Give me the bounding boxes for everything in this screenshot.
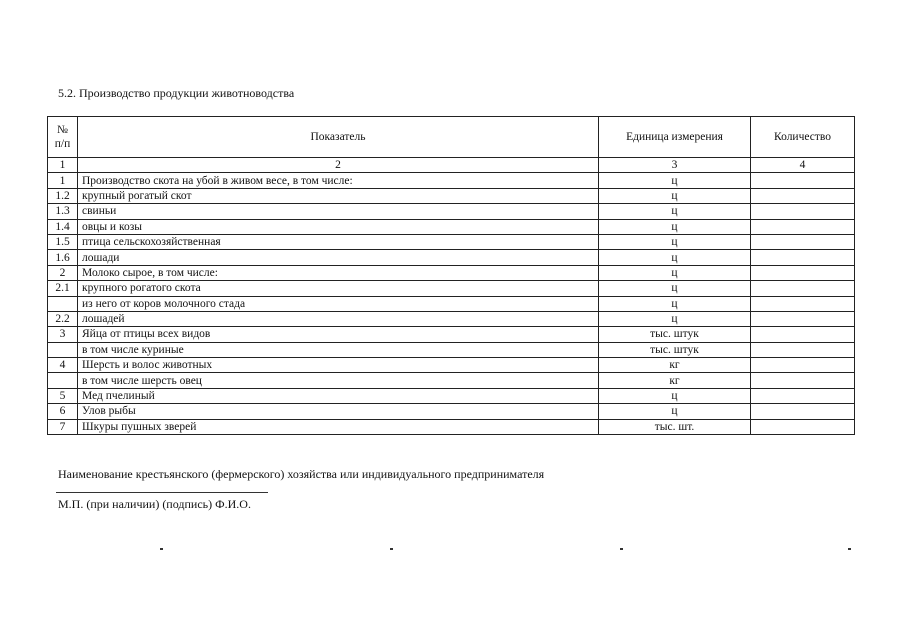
- column-number-row: [48, 158, 855, 173]
- header-indicator: Показатель: [78, 117, 599, 158]
- row-number-cell: 1.3: [48, 204, 78, 219]
- unit-cell: ц: [599, 404, 751, 419]
- unit-cell: кг: [599, 373, 751, 388]
- quantity-cell[interactable]: [751, 173, 855, 188]
- indicator-cell: из него от коров молочного стада: [78, 296, 599, 311]
- table-row: [48, 327, 855, 342]
- table-row: [48, 265, 855, 280]
- quantity-cell[interactable]: [751, 265, 855, 280]
- unit-cell: ц: [599, 311, 751, 326]
- indicator-cell: Яйца от птицы всех видов: [78, 327, 599, 342]
- unit-cell: кг: [599, 358, 751, 373]
- row-number-cell: 2.1: [48, 281, 78, 296]
- unit-cell: ц: [599, 281, 751, 296]
- section-title: 5.2. Производство продукции животноводства: [58, 86, 295, 100]
- unit-cell: ц: [599, 265, 751, 280]
- indicator-cell: овцы и козы: [78, 219, 599, 234]
- scan-mark: [160, 548, 163, 550]
- column-number: 1: [48, 158, 78, 173]
- unit-cell: тыс. штук: [599, 327, 751, 342]
- organization-name-label: Наименование крестьянского (фермерского) хозяйства или индивидуального предпринимателя: [58, 467, 545, 481]
- indicator-cell: лошади: [78, 250, 599, 265]
- table-row: [48, 311, 855, 326]
- quantity-cell[interactable]: [751, 296, 855, 311]
- scan-mark: [848, 548, 851, 550]
- row-number-cell: 6: [48, 404, 78, 419]
- table-row: [48, 173, 855, 188]
- quantity-cell[interactable]: [751, 234, 855, 249]
- quantity-cell[interactable]: [751, 250, 855, 265]
- quantity-cell[interactable]: [751, 373, 855, 388]
- table-row: [48, 234, 855, 249]
- header-quantity: Количество: [751, 117, 855, 158]
- quantity-cell[interactable]: [751, 281, 855, 296]
- unit-cell: ц: [599, 388, 751, 403]
- table-row: [48, 204, 855, 219]
- table-row: [48, 342, 855, 357]
- scan-mark: [620, 548, 623, 550]
- table-header-row: [48, 117, 855, 158]
- unit-cell: ц: [599, 219, 751, 234]
- quantity-cell[interactable]: [751, 219, 855, 234]
- indicator-cell: Шкуры пушных зверей: [78, 419, 599, 434]
- row-number-cell: [48, 373, 78, 388]
- scan-mark: [390, 548, 393, 550]
- indicator-cell: свиньи: [78, 204, 599, 219]
- table-row: [48, 419, 855, 434]
- quantity-cell[interactable]: [751, 358, 855, 373]
- row-number-cell: 1.6: [48, 250, 78, 265]
- unit-cell: тыс. штук: [599, 342, 751, 357]
- row-number-cell: 2: [48, 265, 78, 280]
- table-row: [48, 188, 855, 203]
- unit-cell: ц: [599, 204, 751, 219]
- row-number-cell: 4: [48, 358, 78, 373]
- quantity-cell[interactable]: [751, 342, 855, 357]
- unit-cell: ц: [599, 250, 751, 265]
- quantity-cell[interactable]: [751, 388, 855, 403]
- quantity-cell[interactable]: [751, 404, 855, 419]
- indicator-cell: Шерсть и волос животных: [78, 358, 599, 373]
- column-number: 4: [751, 158, 855, 173]
- indicator-cell: птица сельскохозяйственная: [78, 234, 599, 249]
- quantity-cell[interactable]: [751, 204, 855, 219]
- row-number-cell: 1: [48, 173, 78, 188]
- header-unit: Единица измерения: [599, 117, 751, 158]
- signature-line: [56, 492, 268, 493]
- table-row: [48, 358, 855, 373]
- livestock-production-table: [47, 116, 855, 435]
- table-row: [48, 388, 855, 403]
- row-number-cell: 1.2: [48, 188, 78, 203]
- row-number-cell: 1.4: [48, 219, 78, 234]
- row-number-cell: 2.2: [48, 311, 78, 326]
- indicator-cell: Производство скота на убой в живом весе, в том числе:: [78, 173, 599, 188]
- unit-cell: ц: [599, 173, 751, 188]
- table-row: [48, 373, 855, 388]
- quantity-cell[interactable]: [751, 419, 855, 434]
- row-number-cell: 3: [48, 327, 78, 342]
- indicator-cell: Улов рыбы: [78, 404, 599, 419]
- table-row: [48, 250, 855, 265]
- signature-label: М.П. (при наличии) (подпись) Ф.И.О.: [58, 497, 251, 511]
- row-number-cell: [48, 342, 78, 357]
- row-number-cell: 7: [48, 419, 78, 434]
- unit-cell: ц: [599, 234, 751, 249]
- row-number-cell: [48, 296, 78, 311]
- quantity-cell[interactable]: [751, 188, 855, 203]
- table-row: [48, 404, 855, 419]
- indicator-cell: в том числе куриные: [78, 342, 599, 357]
- unit-cell: ц: [599, 188, 751, 203]
- row-number-cell: 1.5: [48, 234, 78, 249]
- row-number-cell: 5: [48, 388, 78, 403]
- unit-cell: ц: [599, 296, 751, 311]
- indicator-cell: крупный рогатый скот: [78, 188, 599, 203]
- table-body: [48, 173, 855, 435]
- table-row: [48, 281, 855, 296]
- unit-cell: тыс. шт.: [599, 419, 751, 434]
- indicator-cell: Мед пчелиный: [78, 388, 599, 403]
- quantity-cell[interactable]: [751, 311, 855, 326]
- quantity-cell[interactable]: [751, 327, 855, 342]
- header-number: № п/п: [48, 117, 78, 158]
- column-number: 3: [599, 158, 751, 173]
- table-row: [48, 219, 855, 234]
- indicator-cell: крупного рогатого скота: [78, 281, 599, 296]
- column-number: 2: [78, 158, 599, 173]
- indicator-cell: в том числе шерсть овец: [78, 373, 599, 388]
- indicator-cell: лошадей: [78, 311, 599, 326]
- table-row: [48, 296, 855, 311]
- indicator-cell: Молоко сырое, в том числе:: [78, 265, 599, 280]
